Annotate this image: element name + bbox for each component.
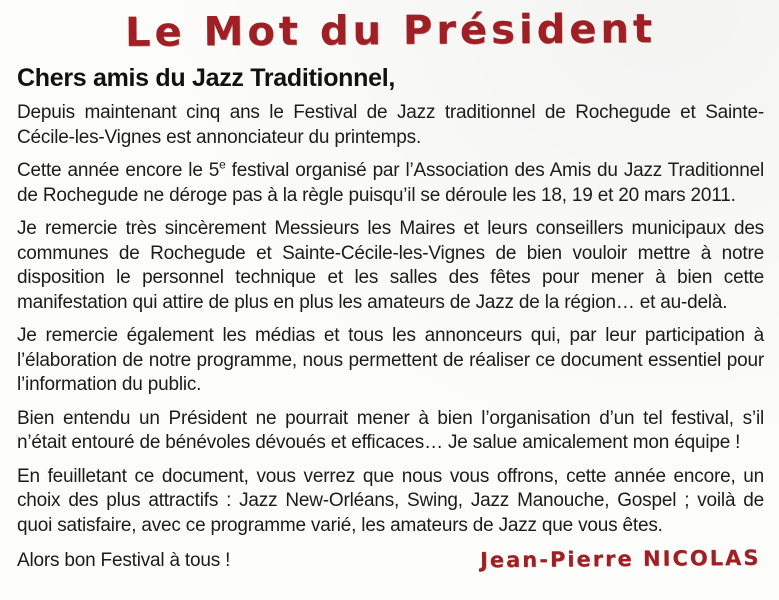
closing-line: Alors bon Festival à tous ! (17, 550, 231, 571)
paragraph-5: Bien entendu un Président ne pourrait mener à bien l’organisation d’un tel festival, s’il n’était entouré de bénévoles dévoués et efficaces… Je salue amicalement mon équipe ! (17, 407, 764, 453)
paragraph-2 (17, 159, 764, 208)
ordinal-superscript: e (219, 157, 226, 172)
salutation-heading: Chers amis du Jazz Traditionnel, (17, 64, 395, 92)
page-title: Le Mot du Président (124, 6, 657, 56)
paragraph-3: Je remercie très sincèrement Messieurs les Maires et leurs conseillers municipaux des communes de Rochegude et Sainte-Cécile-les-Vignes de bien vouloir mettre à notre disposition le personnel technique et les salles des fêtes pour mener à bien cette manifestation qui attire de plus en plus les amateurs de Jazz de la région… et au-delà. (17, 218, 764, 313)
paragraph-6: En feuilletant ce document, vous verrez que nous vous offrons, cette année encore, un choix des plus attractifs : Jazz New-Orléans, Swing, Jazz Manouche, Gospel ; voilà de quoi satisfaire, avec ce programme varié, les amateurs de Jazz que vous êtes. (17, 465, 764, 536)
paragraph-1: Depuis maintenant cinq ans le Festival de Jazz traditionnel de Rochegude et Sainte-Cécile-les-Vignes est annonciateur du printemps. (17, 102, 764, 148)
paragraph-2-pre: Cette année encore le 5 (17, 160, 220, 181)
paragraph-2-post: festival organisé par l’Association des Amis du Jazz Traditionnel de Rochegude ne déroge pas à la règle puisqu’il se déroule les 18, 19 et 20 mars 2011. (17, 160, 764, 206)
paragraph-4: Je remercie également les médias et tous les annonceurs qui, par leur participation à l’élaboration de notre programme, nous permettent de réaliser ce document essentiel pour l’information du public. (17, 325, 764, 395)
closing-row (17, 547, 764, 572)
president-signature: Jean-Pierre NICOLAS (479, 545, 761, 573)
letter-body (17, 101, 764, 538)
